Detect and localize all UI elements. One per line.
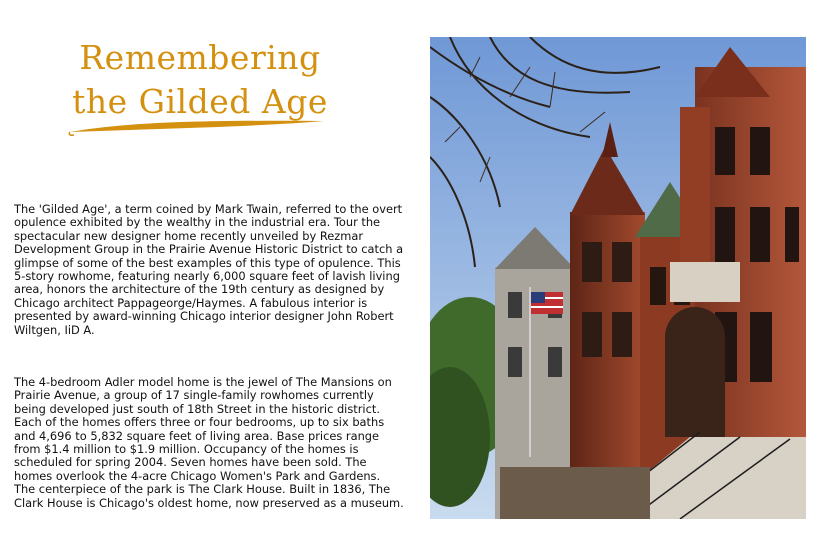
- title-flourish: [66, 118, 330, 138]
- title-line-2: the Gilded Age: [72, 82, 328, 121]
- title-line-1: Remembering: [79, 38, 321, 77]
- page-title: [40, 36, 360, 124]
- details-paragraph: The 4-bedroom Adler model home is the jewel of The Mansions on Prairie Avenue, a group of 17 single-family rowhomes currently being developed just south of 18th Street in the historic district. Each of the homes offers three or four bedrooms, up to six baths and 4,696 to 5,832 square feet of living area. Base prices range from $1.4 million to $1.9 million. Occupancy of the homes is scheduled for spring 2004. Seven homes have been sold. The homes overlook the 4-acre Chicago Women's Park and Gardens. The centerpiece of the park is The Clark House. Built in 1836, The Clark House is Chicago's oldest home, now preserved as a museum.: [14, 375, 404, 510]
- rowhomes-photo: [430, 37, 806, 519]
- intro-paragraph: The 'Gilded Age', a term coined by Mark Twain, referred to the overt opulence exhibited by the wealthy in the industrial era. Tour the spectacular new designer home recently unveiled by Rezmar Development Group in the Prairie Avenue Historic District to catch a glimpse of some of the best examples of this type of opulence. This 5-story rowhome, featuring nearly 6,000 square feet of lavish living area, honors the architecture of the 19th century as designed by Chicago architect Pappageorge/Haymes. A fabulous interior is presented by award-winning Chicago interior designer John Robert Wiltgen, IiD A.: [14, 202, 404, 337]
